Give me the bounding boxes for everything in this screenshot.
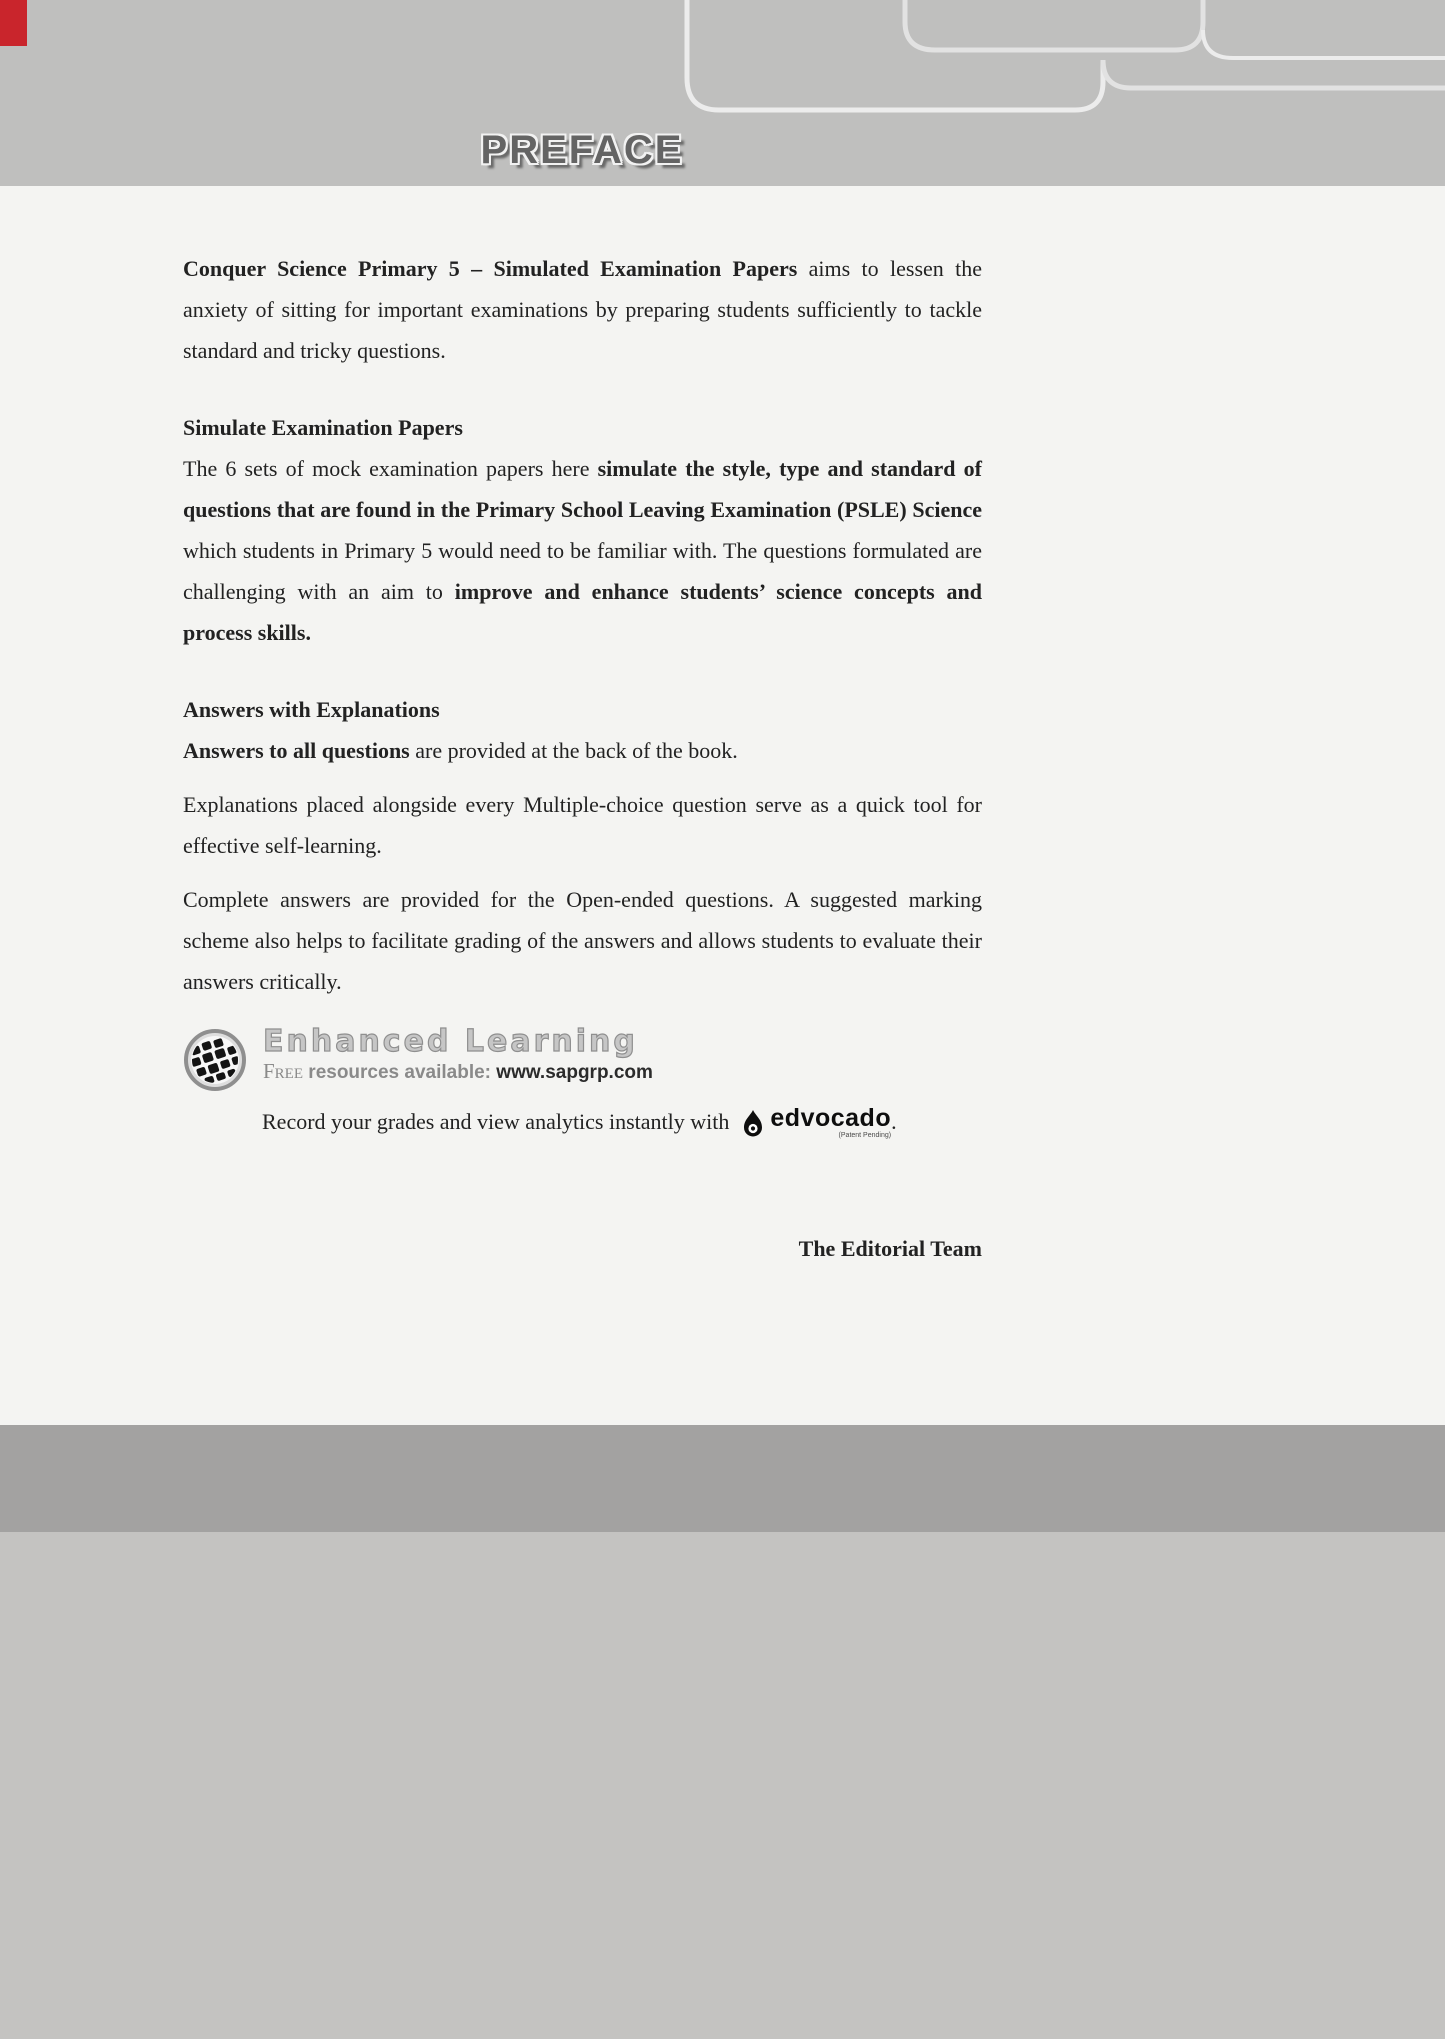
answers-heading: Answers with Explanations	[183, 697, 440, 722]
answers-p1-rest: are provided at the back of the book.	[409, 738, 738, 763]
answers-paragraph-3: Complete answers are provided for the Open-ended questions. A suggested marking scheme also helps to facilitate grading of the answers and allows students to evaluate their answers critically.	[183, 887, 982, 994]
free-label: Free	[263, 1059, 304, 1083]
intro-rest: aims to lessen the anxiety of sitting for important examinations by preparing students sufficiently to tackle standard and tricky questions.	[183, 256, 982, 363]
enhanced-learning-text	[263, 1026, 653, 1086]
red-edge	[0, 0, 27, 46]
enhanced-learning-block	[183, 1026, 982, 1092]
footer-band-light	[0, 1532, 1445, 2039]
simulate-heading: Simulate Examination Papers	[183, 415, 463, 440]
edvocado-icon	[741, 1109, 765, 1139]
record-text: Record your grades and view analytics instantly with	[262, 1109, 730, 1134]
answers-p1-bold: Answers to all questions	[183, 738, 410, 763]
simulate-b2: improve and enhance students’ science concepts and process skills.	[183, 579, 983, 645]
sapgrp-url: www.sapgrp.com	[496, 1062, 653, 1083]
record-end-period: .	[891, 1109, 897, 1134]
simulate-r1: The 6 sets of mock examination papers here	[183, 456, 598, 481]
simulate-paragraph	[183, 448, 982, 653]
enhanced-learning-logo-icon	[183, 1028, 247, 1092]
simulate-b1: simulate the style, type and standard of questions that are found in the Primary School Leaving Examination (PSLE) Science	[183, 456, 983, 522]
intro-paragraph	[183, 248, 982, 371]
simulate-r2: which students in Primary 5 would need to be familiar with. The questions formulated are challenging with an aim to	[183, 538, 982, 604]
intro-bold-title: Conquer Science Primary 5 – Simulated Examination Papers	[183, 256, 798, 281]
enhanced-learning-title: Enhanced Learning	[263, 1024, 638, 1059]
edvocado-wordmark	[770, 1103, 892, 1139]
enhanced-learning-tagline	[263, 1058, 653, 1086]
record-grades-line	[262, 1102, 982, 1142]
answers-paragraph-1	[183, 730, 982, 771]
edvocado-brand-text: edvocado	[770, 1103, 892, 1132]
patent-pending-label: (Patent Pending)	[838, 1131, 892, 1139]
tagline-rest: resources available:	[303, 1062, 497, 1083]
editorial-team-signoff: The Editorial Team	[798, 1236, 982, 1261]
answers-paragraph-2: Explanations placed alongside every Multiple-choice question serve as a quick tool for effective self-learning.	[183, 792, 982, 858]
footer-band-dark	[0, 1425, 1445, 1532]
page-title: PREFACE	[480, 128, 684, 172]
body-text-column	[183, 0, 982, 1269]
